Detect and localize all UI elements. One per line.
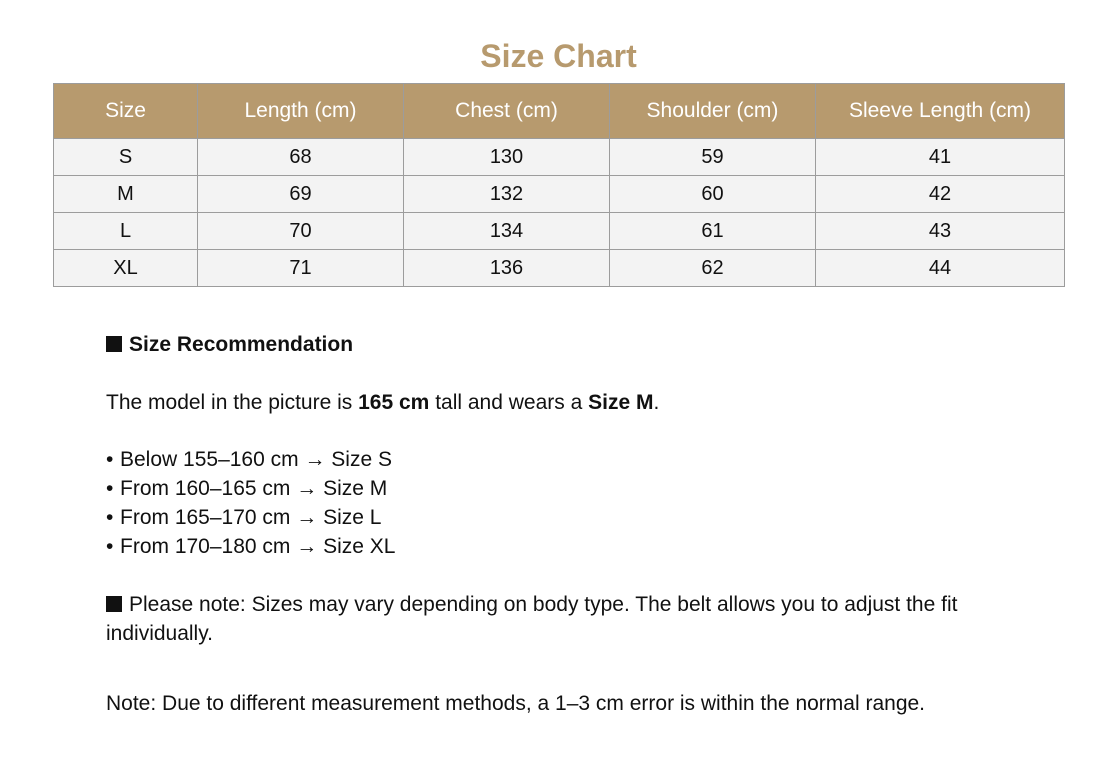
- table-row: [54, 213, 1065, 250]
- column-header-chest: Chest (cm): [404, 84, 610, 139]
- table-cell-sleeve-length: 44: [816, 250, 1065, 287]
- table-row: [54, 250, 1065, 287]
- table-cell-sleeve-length: 43: [816, 213, 1065, 250]
- model-info: [106, 388, 1046, 417]
- column-header-length: Length (cm): [198, 84, 404, 139]
- list-item: [106, 503, 1046, 532]
- size-chart-table: [53, 83, 1065, 287]
- please-note: [106, 590, 1046, 648]
- column-header-size: Size: [54, 84, 198, 139]
- table-cell-chest: 132: [404, 176, 610, 213]
- table-cell-chest: 130: [404, 139, 610, 176]
- table-header-row: [54, 84, 1065, 139]
- table-cell-chest: 134: [404, 213, 610, 250]
- list-item-text: From 170–180 cm → Size XL: [120, 535, 396, 558]
- recommendation-heading-text: Size Recommendation: [129, 333, 354, 356]
- table-cell-size: L: [54, 213, 198, 250]
- measurement-note: Note: Due to different measurement methods, a 1–3 cm error is within the normal range.: [106, 692, 926, 715]
- table-cell-shoulder: 62: [610, 250, 816, 287]
- list-item-text: From 165–170 cm → Size L: [120, 506, 382, 529]
- page-title: Size Chart: [480, 38, 637, 74]
- table-cell-sleeve-length: 42: [816, 176, 1065, 213]
- table-cell-shoulder: 59: [610, 139, 816, 176]
- bullet-icon: •: [106, 506, 114, 529]
- model-height: 165 cm: [358, 391, 430, 414]
- black-square-icon: [106, 336, 122, 352]
- bullet-icon: •: [106, 477, 114, 500]
- model-info-prefix: The model in the picture is: [106, 391, 359, 414]
- bullet-icon: •: [106, 448, 114, 471]
- column-header-shoulder: Shoulder (cm): [610, 84, 816, 139]
- model-size: Size M: [588, 391, 654, 414]
- bullet-icon: •: [106, 535, 114, 558]
- table-cell-length: 69: [198, 176, 404, 213]
- table-cell-shoulder: 60: [610, 176, 816, 213]
- model-info-suffix: .: [653, 391, 660, 414]
- list-item: [106, 445, 1046, 474]
- size-recommendation-section: [106, 330, 1046, 718]
- please-note-text: Please note: Sizes may vary depending on body type. The belt allows you to adjust the fit individually.: [106, 593, 958, 645]
- table-cell-length: 70: [198, 213, 404, 250]
- recommendation-heading: [106, 330, 1046, 359]
- table-cell-sleeve-length: 41: [816, 139, 1065, 176]
- model-info-middle: tall and wears a: [429, 391, 589, 414]
- table-cell-length: 68: [198, 139, 404, 176]
- list-item-text: Below 155–160 cm → Size S: [120, 448, 392, 471]
- table-cell-chest: 136: [404, 250, 610, 287]
- table-cell-size: S: [54, 139, 198, 176]
- list-item: [106, 532, 1046, 561]
- list-item-text: From 160–165 cm → Size M: [120, 477, 388, 500]
- column-header-sleeve-length: Sleeve Length (cm): [816, 84, 1065, 139]
- table-cell-length: 71: [198, 250, 404, 287]
- table-row: [54, 139, 1065, 176]
- table-row: [54, 176, 1065, 213]
- table-cell-size: M: [54, 176, 198, 213]
- table-cell-shoulder: 61: [610, 213, 816, 250]
- list-item: [106, 474, 1046, 503]
- size-guide-list: [106, 445, 1046, 561]
- black-square-icon: [106, 596, 122, 612]
- table-cell-size: XL: [54, 250, 198, 287]
